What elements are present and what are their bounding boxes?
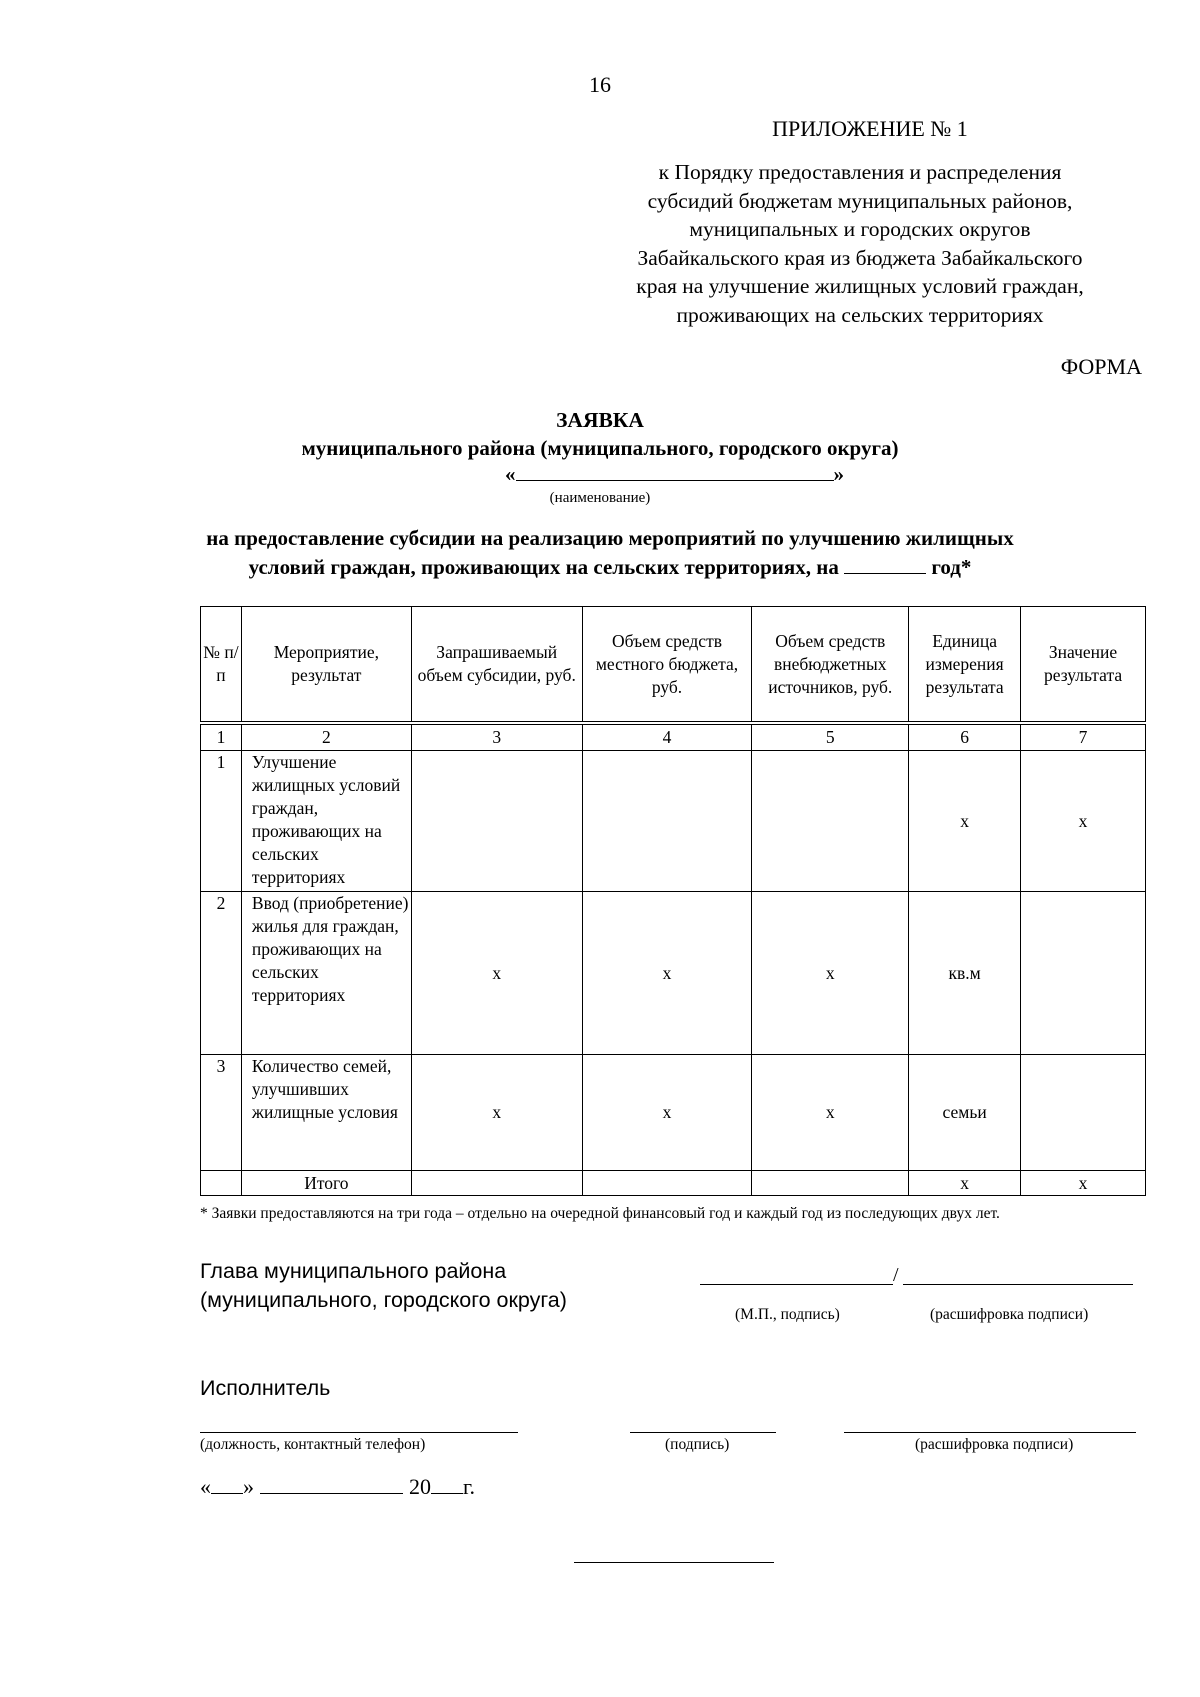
document-title: ЗАЯВКА	[556, 408, 644, 432]
row-label: Количество семей, улучшивших жилищные условия	[241, 1055, 411, 1171]
table-cell	[1021, 892, 1146, 1055]
total-label: Итого	[241, 1171, 411, 1196]
year-blank	[431, 1477, 463, 1494]
year-blank	[844, 555, 926, 574]
column-number-cell: 6	[909, 723, 1021, 751]
executor-signature-caption: (подпись)	[665, 1436, 730, 1453]
signature-separator: /	[893, 1264, 899, 1286]
table-header-row	[201, 607, 1146, 724]
date-field	[200, 1474, 475, 1500]
table-cell	[201, 1171, 242, 1196]
reference-line: муниципальных и городских округов	[689, 217, 1031, 241]
date-close-quote: »	[243, 1474, 254, 1499]
municipality-name-blank	[516, 462, 834, 481]
head-label-line-1: Глава муниципального района	[200, 1259, 507, 1283]
row-label: Ввод (приобретение) жилья для граждан, проживающих на сельских территориях	[241, 892, 411, 1055]
day-blank	[211, 1477, 243, 1494]
appendix-reference	[600, 158, 1120, 329]
table-cell: семьи	[909, 1055, 1021, 1171]
table-cell: х	[909, 1171, 1021, 1196]
table-cell	[1021, 1055, 1146, 1171]
footnote: * Заявки предоставляются на три года – отдельно на очередной финансовый год и каждый год из последующих двух лет.	[200, 1205, 1000, 1222]
row-number: 2	[201, 892, 242, 1055]
signature-decoding-line	[903, 1284, 1133, 1285]
row-number: 1	[201, 751, 242, 892]
header-cell: № п/п	[201, 607, 242, 724]
head-label-line-2: (муниципального, городского округа)	[200, 1288, 567, 1312]
reference-line: к Порядку предоставления и распределения	[658, 160, 1062, 184]
table-cell: х	[752, 1055, 909, 1171]
column-number-cell: 5	[752, 723, 909, 751]
municipality-name-field	[505, 462, 844, 487]
executor-position-line	[200, 1432, 518, 1433]
executor-label: Исполнитель	[200, 1376, 331, 1400]
column-number-cell: 2	[241, 723, 411, 751]
header-cell: Значение результата	[1021, 607, 1146, 724]
table-cell: х	[752, 892, 909, 1055]
executor-decoding-line	[844, 1432, 1136, 1433]
appendix-heading: ПРИЛОЖЕНИЕ № 1	[772, 116, 968, 141]
row-label: Улучшение жилищных условий граждан, проживающих на сельских территориях	[241, 751, 411, 892]
page-number: 16	[589, 72, 611, 97]
reference-line: края на улучшение жилищных условий граждан,	[636, 274, 1084, 298]
reference-line: Забайкальского края из бюджета Забайкальского	[637, 245, 1083, 270]
reference-line: проживающих на сельских территориях	[676, 302, 1044, 327]
signature-line	[700, 1284, 893, 1285]
purpose-statement	[150, 524, 1070, 582]
header-cell: Объем средств внебюджетных источников, руб.	[752, 607, 909, 724]
header-cell: Запрашиваемый объем субсидии, руб.	[411, 607, 582, 724]
table-cell: х	[1021, 1171, 1146, 1196]
table-row	[201, 751, 1146, 892]
table-row	[201, 1055, 1146, 1171]
purpose-line-2	[150, 553, 1070, 582]
table-cell: х	[582, 1055, 752, 1171]
head-signatory-label	[200, 1257, 567, 1315]
table-cell	[411, 1171, 582, 1196]
table-cell: х	[411, 892, 582, 1055]
table-cell	[582, 751, 752, 892]
open-quote: «	[505, 462, 516, 486]
reference-line: субсидий бюджетам муниципальных районов,	[647, 188, 1073, 213]
table-cell	[752, 1171, 909, 1196]
header-cell: Единица измерения результата	[909, 607, 1021, 724]
table-cell	[411, 751, 582, 892]
year-suffix: г.	[463, 1474, 476, 1499]
purpose-line-1: на предоставление субсидии на реализацию мероприятий по улучшению жилищных	[206, 526, 1014, 550]
signature-caption: (М.П., подпись)	[735, 1306, 840, 1323]
table-cell	[752, 751, 909, 892]
table-cell: х	[909, 751, 1021, 892]
signature-decoding-caption: (расшифровка подписи)	[930, 1306, 1089, 1323]
application-table	[200, 606, 1146, 1196]
executor-signature-line	[630, 1432, 776, 1433]
purpose-line-2-text: условий граждан, проживающих на сельских территориях, на	[248, 555, 839, 579]
column-number-cell: 4	[582, 723, 752, 751]
header-cell: Объем средств местного бюджета, руб.	[582, 607, 752, 724]
row-number: 3	[201, 1055, 242, 1171]
table-cell: х	[411, 1055, 582, 1171]
executor-decoding-caption: (расшифровка подписи)	[915, 1436, 1074, 1453]
form-label: ФОРМА	[1060, 354, 1142, 379]
total-row	[201, 1171, 1146, 1196]
executor-position-caption: (должность, контактный телефон)	[200, 1436, 426, 1453]
table-cell: х	[582, 892, 752, 1055]
date-open-quote: «	[200, 1474, 211, 1499]
column-number-cell: 3	[411, 723, 582, 751]
purpose-year-suffix: год*	[931, 555, 972, 579]
month-blank	[260, 1477, 403, 1494]
municipality-name-caption: (наименование)	[549, 490, 651, 506]
table-cell	[582, 1171, 752, 1196]
document-subtitle: муниципального района (муниципального, городского округа)	[301, 436, 899, 460]
header-cell: Мероприятие, результат	[241, 607, 411, 724]
table-cell: кв.м	[909, 892, 1021, 1055]
end-rule	[574, 1562, 774, 1563]
year-prefix: 20	[409, 1474, 431, 1499]
close-quote: »	[833, 462, 844, 486]
table-row	[201, 892, 1146, 1055]
column-number-row	[201, 723, 1146, 751]
column-number-cell: 7	[1021, 723, 1146, 751]
column-number-cell: 1	[201, 723, 242, 751]
table-cell: х	[1021, 751, 1146, 892]
